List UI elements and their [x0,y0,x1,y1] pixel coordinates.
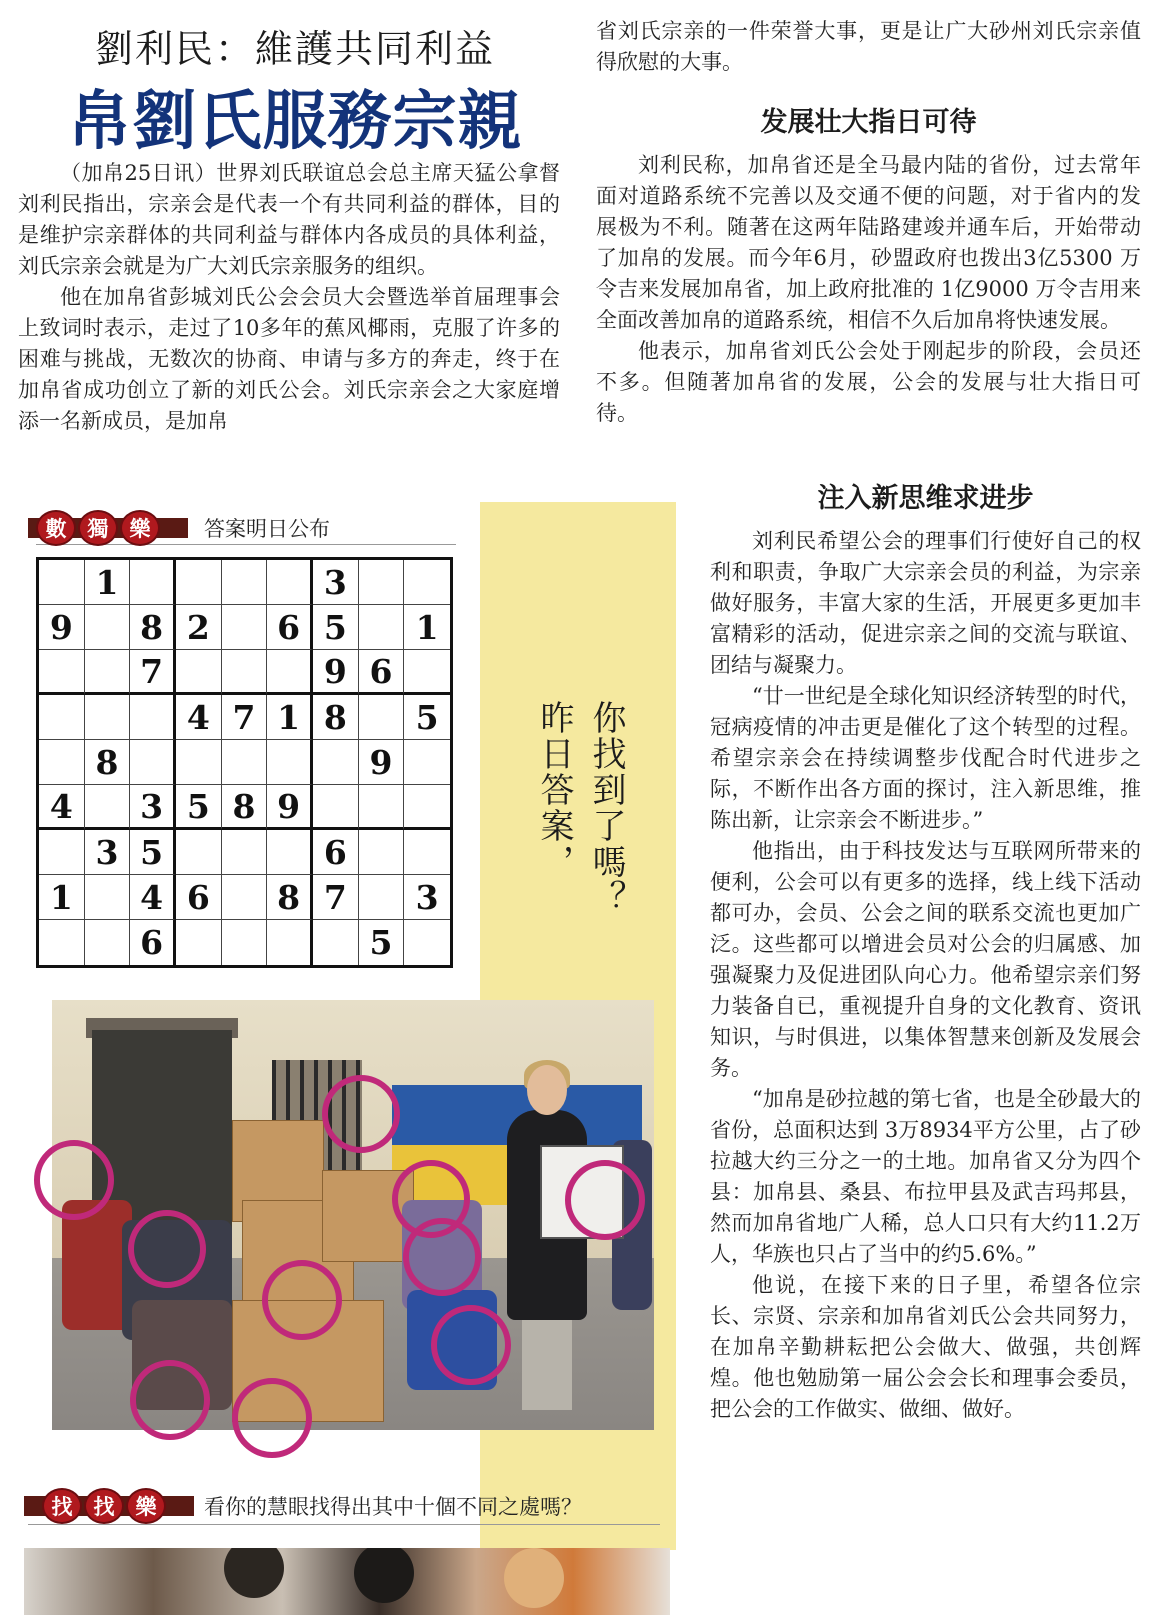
sudoku-cell: 4 [130,875,176,920]
sudoku-cell [404,740,450,785]
article-column-2-continued [596,16,1141,78]
paragraph: 省刘氏宗亲的一件荣誉大事，更是让广大砂州刘氏宗亲值得欣慰的大事。 [596,19,1141,74]
sudoku-cell [313,785,359,830]
sudoku-cell [85,605,131,650]
spot-difference-answer-photo [52,1000,654,1430]
sudoku-cell: 5 [404,695,450,740]
sudoku-cell [267,740,313,785]
spot-badge: 找 [42,1488,82,1524]
sudoku-cell: 9 [359,740,405,785]
sudoku-cell [404,785,450,830]
sudoku-cell: 9 [39,605,85,650]
sudoku-cell [222,650,268,695]
sudoku-cell [313,740,359,785]
sudoku-cell: 8 [130,605,176,650]
sudoku-cell: 9 [267,785,313,830]
sudoku-cell [222,830,268,875]
spot-difference-header [28,1488,660,1525]
paragraph: 他说，在接下来的日子里，希望各位宗长、宗贤、宗亲和加帛省刘氏公会共同努力，在加帛辛勤耕耘把公会做大、做强，共创辉煌。他也勉励第一届公会会长和理事会委员，把公会的工作做实、做细、做好。 [710,1273,1141,1421]
sudoku-badge: 數 [36,510,76,546]
sudoku-cell [404,650,450,695]
sudoku-cell [267,830,313,875]
photo-person [527,1065,567,1115]
sudoku-cell [222,875,268,920]
sudoku-cell [359,560,405,605]
sudoku-cell [39,560,85,605]
paragraph: “加帛是砂拉越的第七省，也是全砂最大的省份，总面积达到 3万8934平方公里，占了砂拉越大约三分之一的土地。加帛省又分为四个县：加帛县、桑县、布拉甲县及武吉玛邦县，然而加帛省地广人稀，总人口只有大约11.2万人，华族也只占了当中的约5.6%。” [710,1087,1141,1266]
sudoku-cell: 8 [267,875,313,920]
photo-person [354,1548,414,1603]
sudoku-cell: 6 [359,650,405,695]
sudoku-cell: 8 [313,695,359,740]
sudoku-cell: 6 [176,875,222,920]
section-title-development: 发展壮大指日可待 [760,107,977,138]
paragraph: 他表示，加帛省刘氏公会处于刚起步的阶段，会员还不多。但随著加帛省的发展，公会的发展与壮大指日可待。 [596,339,1141,425]
sudoku-cell [267,920,313,965]
sudoku-cell: 6 [267,605,313,650]
sudoku-cell: 7 [222,695,268,740]
article-subhead: 劉利民：維護共同利益 [94,27,495,71]
spot-badge: 找 [84,1488,124,1524]
sudoku-cell [267,560,313,605]
answer-panel-question: 你找到了嗎？ [586,700,626,916]
difference-circle [128,1210,206,1288]
difference-circle [431,1305,511,1385]
difference-circle [34,1140,114,1220]
difference-circle [565,1160,645,1240]
photo-person [224,1548,284,1598]
sudoku-badge: 獨 [78,510,118,546]
sudoku-cell [222,560,268,605]
paragraph: “廿一世纪是全球化知识经济转型的时代，冠病疫情的冲击更是催化了这个转型的过程。希望宗亲会在持续调整步伐配合时代进步之际，不断作出各方面的探讨，注入新思维，推陈出新，让宗亲会不断进步。” [710,684,1141,832]
article-section-development [596,150,1141,429]
sudoku-cell: 3 [130,785,176,830]
sudoku-cell: 4 [39,785,85,830]
difference-circle [403,1218,481,1296]
sudoku-cell [176,920,222,965]
sudoku-cell [85,650,131,695]
sudoku-cell [222,920,268,965]
sudoku-cell: 4 [176,695,222,740]
sudoku-cell: 5 [176,785,222,830]
sudoku-cell [39,830,85,875]
sudoku-cell: 9 [313,650,359,695]
sudoku-cell [176,740,222,785]
sudoku-grid [36,557,453,968]
sudoku-cell: 5 [313,605,359,650]
sudoku-cell: 7 [130,650,176,695]
sudoku-cell: 5 [130,830,176,875]
sudoku-header [36,510,456,545]
sudoku-cell [267,650,313,695]
sudoku-cell: 3 [313,560,359,605]
sudoku-cell [404,830,450,875]
sudoku-cell [359,875,405,920]
sudoku-cell: 1 [404,605,450,650]
sudoku-cell [404,560,450,605]
sudoku-cell [404,920,450,965]
sudoku-cell [39,920,85,965]
sudoku-cell: 3 [404,875,450,920]
sudoku-cell: 1 [267,695,313,740]
spot-difference-label: 看你的慧眼找得出其中十個不同之處嗎？ [204,1495,582,1519]
paragraph: 刘利民希望公会的理事们行使好自己的权利和职责，争取广大宗亲会员的利益，为宗亲做好服务，丰富大家的生活，开展更多更加丰富精彩的活动，促进宗亲之间的交流与联谊、团结与凝聚力。 [710,529,1141,677]
paragraph: 他在加帛省彭城刘氏公会会员大会暨选举首届理事会上致词时表示，走过了10多年的蕉风椰雨，克服了许多的困难与挑战，无数次的协商、申请与多方的奔走，终于在加帛省成功创立了新的刘氏公会。刘氏宗亲会之大家庭增添一名新成员，是加帛 [18,285,560,433]
sudoku-cell: 3 [85,830,131,875]
difference-circle [262,1260,342,1340]
sudoku-cell [85,875,131,920]
sudoku-cell: 1 [85,560,131,605]
photo-person [504,1548,564,1608]
paragraph: 刘利民称，加帛省还是全马最内陆的省份，过去常年面对道路系统不完善以及交通不便的问题，对于省内的发展极为不利。随著在这两年陆路建竣并通车后，开始带动了加帛的发展。而今年6月，砂盟政府也拨出3亿5300 万令吉来发展加帛省，加上政府批准的 1亿9000 万令吉用来全面改善加帛的道路系统，相信不久后加帛将快速发展。 [596,153,1141,332]
sudoku-cell [176,650,222,695]
sudoku-cell: 8 [85,740,131,785]
sudoku-cell [39,740,85,785]
sudoku-cell [359,830,405,875]
sudoku-cell [313,920,359,965]
sudoku-cell: 2 [176,605,222,650]
difference-circle [130,1360,210,1440]
article-column-1 [18,158,560,437]
sudoku-cell [85,785,131,830]
sudoku-cell: 7 [313,875,359,920]
sudoku-cell: 1 [39,875,85,920]
sudoku-cell [222,740,268,785]
sudoku-cell [85,920,131,965]
sudoku-cell [176,560,222,605]
sudoku-cell [39,650,85,695]
article-section-new-thinking [710,526,1141,1425]
paragraph: （加帛25日讯）世界刘氏联谊总会总主席天猛公拿督刘利民指出，宗亲会是代表一个有共同利益的群体，目的是维护宗亲群体的共同利益与群体内各成员的具体利益，刘氏宗亲会就是为广大刘氏宗亲服务的组织。 [18,161,560,278]
sudoku-cell [176,830,222,875]
article-headline: 帛劉氏服務宗親 [67,85,523,159]
sudoku-cell [359,785,405,830]
sudoku-cell: 6 [313,830,359,875]
answer-panel-caption: 昨日答案， [534,700,574,880]
sudoku-cell [222,605,268,650]
sudoku-cell [85,695,131,740]
difference-circle [322,1075,400,1153]
sudoku-cell [39,695,85,740]
sudoku-cell [359,605,405,650]
sudoku-badge: 樂 [120,510,160,546]
spot-badge: 樂 [126,1488,166,1524]
sudoku-cell [130,695,176,740]
photo-person [522,1315,572,1410]
sudoku-cell: 6 [130,920,176,965]
sudoku-cell: 5 [359,920,405,965]
section-title-new-thinking: 注入新思维求进步 [817,483,1034,514]
paragraph: 他指出，由于科技发达与互联网所带来的便利，公会可以有更多的选择，线上线下活动都可办，会员、公会之间的联系交流也更加广泛。这些都可以增进会员对公会的归属感、加强凝聚力及促进团队向心力。他希望宗亲们努力装备自已，重视提升自身的文化教育、资讯知识，与时俱进，以集体智慧来创新及发展会务。 [710,839,1141,1080]
sudoku-cell [130,740,176,785]
sudoku-cell [130,560,176,605]
sudoku-label: 答案明日公布 [204,517,330,541]
difference-circle [232,1378,312,1458]
sudoku-cell: 8 [222,785,268,830]
spot-difference-photo [24,1548,670,1615]
sudoku-cell [359,695,405,740]
